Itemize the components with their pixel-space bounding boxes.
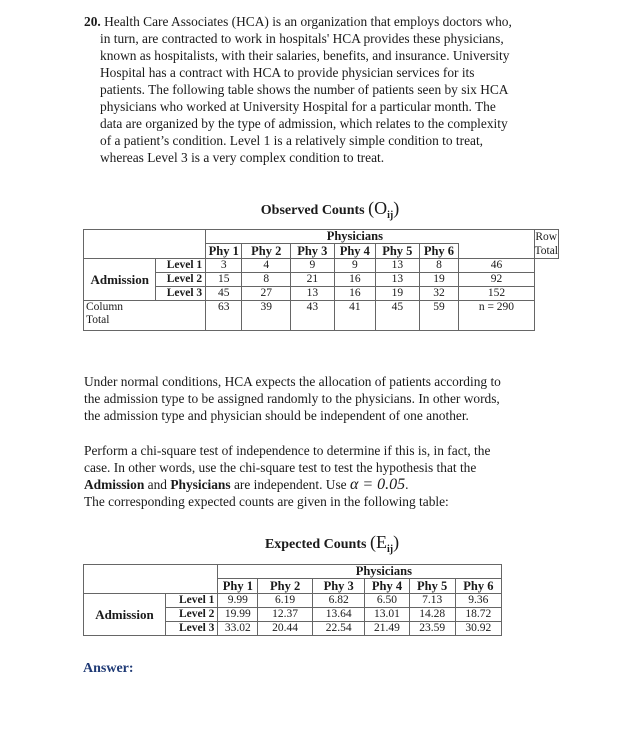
question-line: data are organized by the type of admission, which relates to the complexity — [100, 116, 508, 131]
cell: 14.28 — [409, 608, 455, 622]
cell: 7.13 — [409, 594, 455, 608]
cell: 9 — [291, 259, 334, 273]
column-header: Phy 5 — [409, 579, 455, 594]
corner-cell — [84, 230, 206, 259]
expected-table — [83, 564, 502, 636]
paragraph-line: The corresponding expected counts are given in the following table: — [84, 494, 449, 509]
cell: 9.99 — [218, 594, 258, 608]
paragraph-line: Under normal conditions, HCA expects the allocation of patients according to — [84, 374, 501, 389]
question-line: in turn, are contracted to work in hospitals' HCA provides these physicians, — [100, 31, 504, 46]
column-header: Phy 1 — [218, 579, 258, 594]
question-line: Hospital has a contract with HCA to provide physician services for its — [100, 65, 475, 80]
cell: 16 — [334, 273, 376, 287]
row-total: 152 — [459, 287, 534, 301]
cell: 23.59 — [409, 622, 455, 636]
observed-symbol: O — [374, 198, 388, 218]
cell: 6.19 — [258, 594, 313, 608]
column-total: 39 — [242, 301, 291, 331]
column-total: 41 — [334, 301, 376, 331]
cell: 21.49 — [365, 622, 409, 636]
observed-table — [83, 229, 559, 331]
column-header: Phy 2 — [242, 244, 291, 259]
answer-label: Answer: — [83, 661, 134, 676]
cell: 19 — [419, 273, 459, 287]
cell: 6.50 — [365, 594, 409, 608]
cell: 12.37 — [258, 608, 313, 622]
admission-term: Admission — [84, 477, 145, 492]
cell: 8 — [419, 259, 459, 273]
paragraph-2 — [84, 373, 576, 424]
column-header: Phy 3 — [312, 579, 365, 594]
cell: 21 — [291, 273, 334, 287]
column-header: Phy 1 — [206, 244, 242, 259]
column-total: 45 — [376, 301, 419, 331]
cell: 20.44 — [258, 622, 313, 636]
cell: 13.64 — [312, 608, 365, 622]
column-header: Phy 2 — [258, 579, 313, 594]
row-label: Level 2 — [165, 608, 218, 622]
cell: 18.72 — [455, 608, 501, 622]
column-header: Phy 4 — [365, 579, 409, 594]
cell: 22.54 — [312, 622, 365, 636]
admission-label: Admission — [84, 594, 166, 636]
cell: 27 — [242, 287, 291, 301]
paragraph-line: the admission type to be assigned randomly to the physicians. In other words, — [84, 391, 500, 406]
cell: 33.02 — [218, 622, 258, 636]
grand-total: n = 290 — [459, 301, 534, 331]
column-header: Phy 3 — [291, 244, 334, 259]
row-label: Level 2 — [156, 273, 206, 287]
expected-caption: Expected Counts $(E_{ij})$ — [264, 532, 400, 555]
expected-subscript: ij — [386, 543, 394, 555]
admission-label: Admission — [84, 259, 156, 301]
column-total: 43 — [291, 301, 334, 331]
use-text: are independent. Use — [230, 477, 350, 492]
column-total-label: Column Total — [84, 301, 206, 331]
question-line: known as hospitalists, with their salaries, benefits, and insurance. University — [100, 48, 510, 63]
expected-caption-text: Expected Counts — [264, 537, 367, 552]
cell: 30.92 — [455, 622, 501, 636]
cell: 9 — [334, 259, 376, 273]
connector-text: and — [144, 477, 171, 492]
expected-symbol: E — [375, 532, 387, 552]
cell: 32 — [419, 287, 459, 301]
cell: 9.36 — [455, 594, 501, 608]
physicians-header: Physicians — [312, 565, 455, 579]
row-total: 92 — [459, 273, 534, 287]
paragraph-line: the admission type and physician should be independent of one another. — [84, 408, 469, 423]
question-line: whereas Level 3 is a very complex condition to treat. — [100, 150, 385, 165]
physicians-term: Physicians — [170, 477, 231, 492]
paragraph-line: case. In other words, use the chi-square test to test the hypothesis that the — [84, 460, 477, 475]
physicians-header: Physicians — [291, 230, 419, 244]
cell: 3 — [206, 259, 242, 273]
cell: 13 — [291, 287, 334, 301]
cell: 15 — [206, 273, 242, 287]
cell: 4 — [242, 259, 291, 273]
cell: 19.99 — [218, 608, 258, 622]
cell: 8 — [242, 273, 291, 287]
column-total: 59 — [419, 301, 459, 331]
observed-caption-text: Observed Counts — [260, 203, 365, 218]
paragraph-line: Admission and Physicians are independent. Use α = 0.05. — [84, 476, 409, 493]
question-line: patients. The following table shows the number of patients seen by six HCA — [100, 82, 509, 97]
alpha-expression: α = 0.05 — [349, 476, 406, 493]
corner-cell — [84, 565, 218, 594]
paragraph-line: Perform a chi-square test of independence to determine if this is, in fact, the — [84, 443, 491, 458]
observed-caption: Observed Counts $(O_{ij})$ — [260, 198, 400, 221]
question-line: physicians who worked at University Hospital for a particular month. The — [100, 99, 496, 114]
column-total: 63 — [206, 301, 242, 331]
question-text — [84, 13, 576, 166]
cell: 13 — [376, 273, 419, 287]
column-header: Phy 5 — [376, 244, 419, 259]
column-header: Phy 6 — [455, 579, 501, 594]
paragraph-3 — [84, 442, 576, 510]
question-line: of a patient’s condition. Level 1 is a relatively simple condition to treat, — [100, 133, 484, 148]
observed-subscript: ij — [387, 209, 394, 221]
cell: 6.82 — [312, 594, 365, 608]
row-total: 46 — [459, 259, 534, 273]
cell: 16 — [334, 287, 376, 301]
column-header: Phy 4 — [334, 244, 376, 259]
cell: 13.01 — [365, 608, 409, 622]
row-total-header: Row Total — [534, 231, 558, 257]
row-label: Level 3 — [165, 622, 218, 636]
row-label: Level 1 — [165, 594, 218, 608]
column-header: Phy 6 — [419, 244, 459, 259]
row-label: Level 1 — [156, 259, 206, 273]
cell: 19 — [376, 287, 419, 301]
row-label: Level 3 — [156, 287, 206, 301]
question-line: Health Care Associates (HCA) is an organization that employs doctors who, — [104, 14, 512, 29]
question-number: 20. — [84, 14, 101, 29]
cell: 13 — [376, 259, 419, 273]
cell: 45 — [206, 287, 242, 301]
